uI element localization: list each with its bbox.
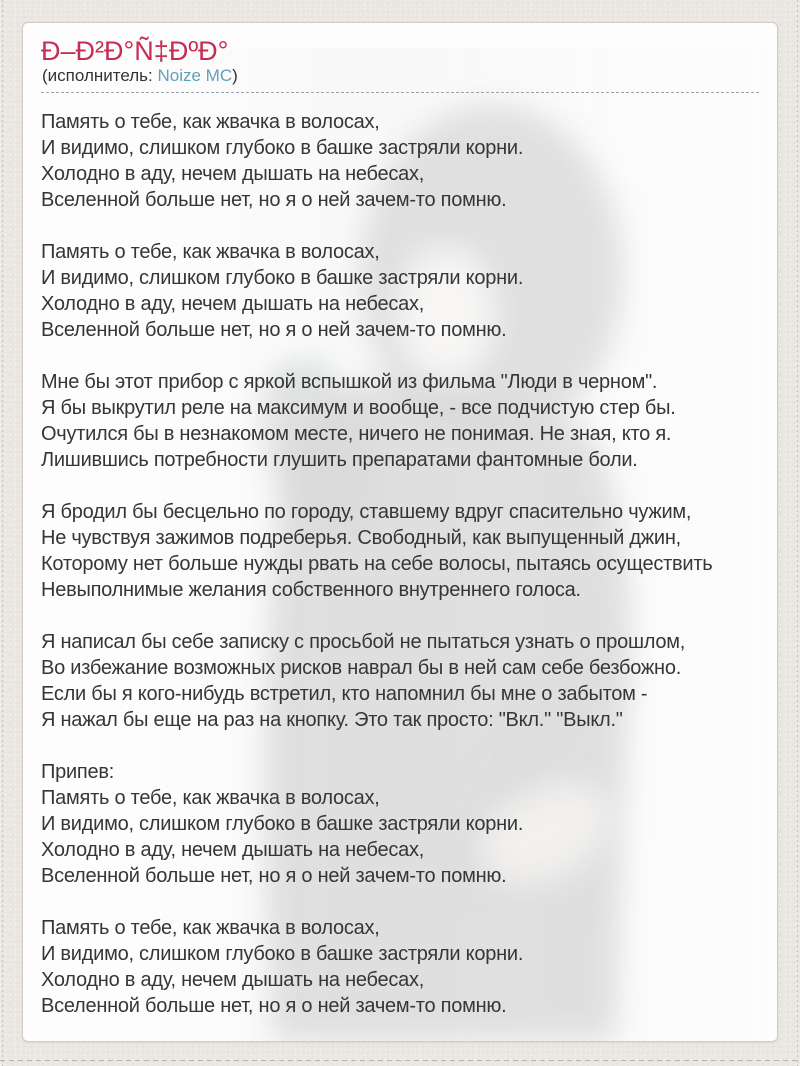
lyrics-line: И видимо, слишком глубоко в башке застряли корни.: [41, 813, 524, 835]
card-content: [41, 37, 759, 1019]
lyrics-stanza: [41, 369, 759, 473]
lyrics-line: Вселенной больше нет, но я о ней зачем-то помню.: [41, 319, 507, 341]
artist-link[interactable]: Noize MC: [157, 66, 233, 85]
lyrics-line: Я написал бы себе записку с просьбой не пытаться узнать о прошлом,: [41, 631, 686, 653]
lyrics-line: И видимо, слишком глубоко в башке застряли корни.: [41, 267, 524, 289]
lyrics-line: Вселенной больше нет, но я о ней зачем-то помню.: [41, 995, 507, 1017]
lyrics-line: Если бы я кого-нибудь встретил, кто напомнил бы мне о забытом -: [41, 683, 648, 705]
lyrics-line: Вселенной больше нет, но я о ней зачем-то помню.: [41, 189, 507, 211]
lyrics-line: Холодно в аду, нечем дышать на небесах,: [41, 163, 425, 185]
lyrics-line: Вселенной больше нет, но я о ней зачем-то помню.: [41, 865, 507, 887]
lyrics-line: Память о тебе, как жвачка в волосах,: [41, 787, 380, 809]
lyrics-stanza: [41, 239, 759, 343]
lyrics-stanza: [41, 629, 759, 733]
lyrics-line: Я нажал бы еще на раз на кнопку. Это так просто: "Вкл." "Выкл.": [41, 709, 623, 731]
lyrics-line: Память о тебе, как жвачка в волосах,: [41, 111, 380, 133]
artist-label: (исполнитель:: [42, 66, 158, 85]
lyrics: [41, 109, 759, 1019]
notebook-bottom-dashed-edge: [0, 1060, 800, 1061]
lyrics-line: И видимо, слишком глубоко в башке застряли корни.: [41, 943, 524, 965]
lyrics-line: И видимо, слишком глубоко в башке застряли корни.: [41, 137, 524, 159]
artist-label-close: ): [232, 66, 238, 85]
lyrics-line: Не чувствуя зажимов подреберья. Свободный, как выпущенный джин,: [41, 527, 681, 549]
lyrics-line: Память о тебе, как жвачка в волосах,: [41, 241, 380, 263]
lyrics-line: Память о тебе, как жвачка в волосах,: [41, 917, 380, 939]
lyrics-stanza: [41, 915, 759, 1019]
notebook-right-dotted-edge: [797, 0, 798, 1066]
lyrics-line: Мне бы этот прибор с яркой вспышкой из фильма "Люди в черном".: [41, 371, 658, 393]
lyrics-stanza: [41, 759, 759, 889]
lyrics-line: Невыполнимые желания собственного внутреннего голоса.: [41, 579, 581, 601]
lyrics-line: Очутился бы в незнакомом месте, ничего не понимая. Не зная, кто я.: [41, 423, 672, 445]
lyrics-line: Во избежание возможных рисков наврал бы в ней сам себе безбожно.: [41, 657, 681, 679]
lyrics-line: Лишившись потребности глушить препаратами фантомные боли.: [41, 449, 638, 471]
title-separator: [41, 92, 759, 93]
song-title: Ð–Ð²Ð°Ñ‡ÐºÐ°: [41, 36, 229, 66]
lyrics-line: Холодно в аду, нечем дышать на небесах,: [41, 969, 425, 991]
lyrics-line: Припев:: [41, 761, 115, 783]
lyrics-stanza: [41, 109, 759, 213]
lyrics-line: Холодно в аду, нечем дышать на небесах,: [41, 293, 425, 315]
lyrics-line: Которому нет больше нужды рвать на себе волосы, пытаясь осуществить: [41, 553, 713, 575]
artist-line: [42, 66, 759, 86]
lyrics-line: Я бродил бы бесцельно по городу, ставшему вдруг спасительно чужим,: [41, 501, 692, 523]
lyrics-card: [22, 22, 778, 1042]
lyrics-line: Я бы выкрутил реле на максимум и вообще, - все подчистую стер бы.: [41, 397, 676, 419]
notebook-left-dotted-edge: [2, 0, 3, 1066]
lyrics-stanza: [41, 499, 759, 603]
lyrics-line: Холодно в аду, нечем дышать на небесах,: [41, 839, 425, 861]
